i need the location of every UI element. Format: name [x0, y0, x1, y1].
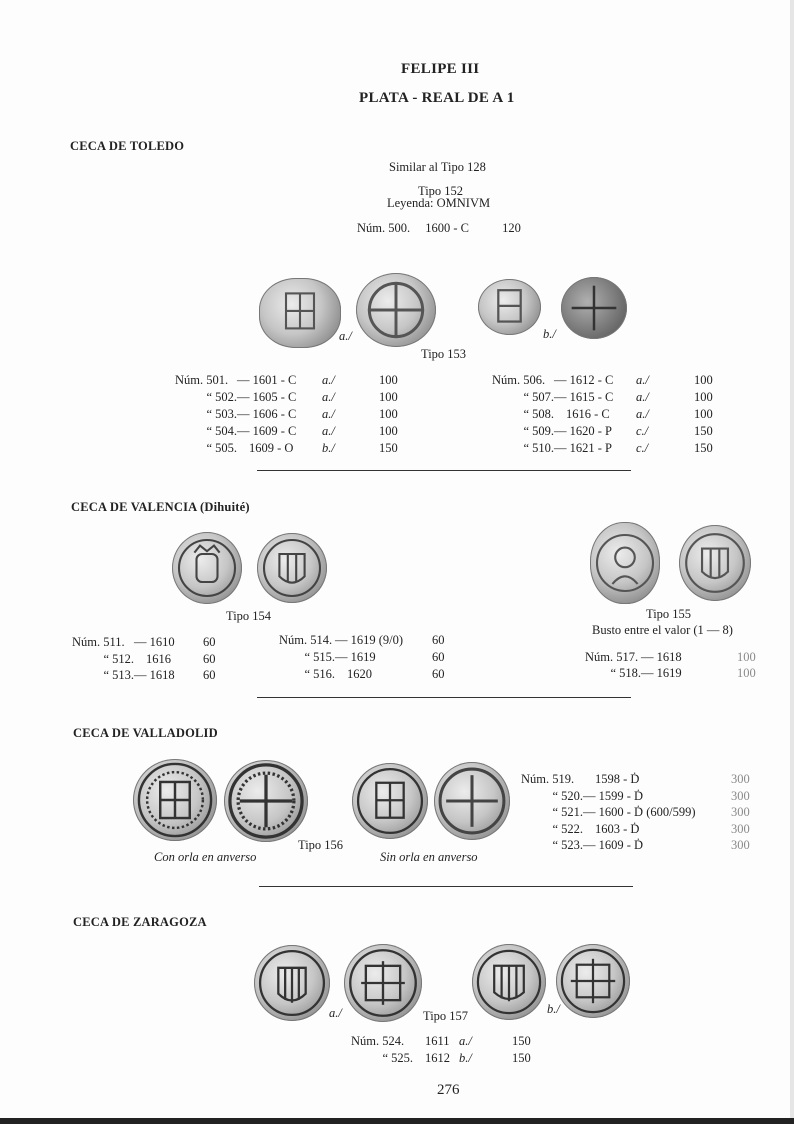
entry-year: 1611: [425, 1034, 450, 1048]
entry-year: — 1610: [134, 635, 175, 649]
coin-image-zaragoza-a-obverse: [254, 945, 330, 1021]
entry-year: — 1601 - C: [237, 373, 297, 387]
entry-year: — 1606 - C: [237, 407, 297, 421]
entry-number: Núm. 519.: [521, 772, 575, 786]
tipo-155-label: Tipo 155: [646, 607, 692, 621]
coin-image-valladolid-sin-orla-obverse: [352, 763, 428, 839]
list-item: [492, 390, 713, 405]
list-item: [72, 635, 216, 650]
list-item: [521, 789, 750, 804]
entry-year: — 1619: [641, 666, 682, 680]
list-item: [521, 805, 750, 820]
list-item: [521, 822, 750, 837]
coin-image-valencia-155-obverse: [590, 522, 660, 604]
list-item: [351, 1051, 531, 1066]
entry-price: 150: [512, 1034, 531, 1048]
entry-price: 300: [731, 822, 750, 836]
catalog-entry-500: [357, 221, 521, 236]
entry-variant: a./: [636, 407, 649, 421]
entry-number: “ 525.: [382, 1051, 413, 1065]
list-item: [492, 441, 713, 456]
entry-price: 100: [694, 390, 713, 404]
entry-price: 150: [694, 441, 713, 455]
entry-number: “ 522.: [552, 822, 583, 836]
list-item: [521, 838, 750, 853]
entry-variant: b./: [322, 441, 335, 455]
coin-variant-a-label: a./: [339, 329, 352, 343]
list-item: [175, 441, 398, 456]
entry-number: “ 508.: [523, 407, 554, 421]
entry-year: — 1609 - C: [237, 424, 297, 438]
coin-variant-b-label: b./: [547, 1002, 560, 1016]
coin-image-zaragoza-b-obverse: [472, 944, 546, 1020]
entry-number: Núm. 500.: [357, 221, 411, 235]
entry-year: 1609 - O: [249, 441, 294, 455]
entry-variant: a./: [636, 390, 649, 404]
entry-price: 150: [379, 441, 398, 455]
section-heading-valladolid: CECA DE VALLADOLID: [73, 726, 218, 740]
entry-year: — 1609 - Ḋ: [583, 838, 644, 852]
entry-price: 150: [512, 1051, 531, 1065]
coin-image-toledo-a-obverse: [259, 278, 341, 348]
page-subtitle: PLATA - REAL DE A 1: [359, 90, 515, 106]
entry-number: Núm. 514.: [279, 633, 333, 647]
entry-price: 300: [731, 838, 750, 852]
entry-number: Núm. 501.: [175, 373, 229, 387]
list-item: [175, 390, 398, 405]
page-number: 276: [437, 1082, 460, 1098]
list-item: [492, 407, 713, 422]
entry-number: “ 505.: [206, 441, 237, 455]
section-heading-toledo: CECA DE TOLEDO: [70, 139, 185, 153]
entry-year: — 1605 - C: [237, 390, 297, 404]
entry-number: “ 512.: [103, 652, 134, 666]
entry-price: 100: [379, 407, 398, 421]
coin-image-toledo-b-obverse: [478, 279, 541, 335]
coin-image-valencia-155-reverse: [679, 525, 751, 601]
entry-price: 300: [731, 789, 750, 803]
entry-number: “ 504.: [206, 424, 237, 438]
entry-year: 1616: [146, 652, 171, 666]
busto-note: Busto entre el valor (1 — 8): [592, 623, 733, 637]
entry-year: — 1621 - P: [554, 441, 612, 455]
entry-year: — 1599 - Ḋ: [583, 789, 644, 803]
entry-price: 60: [203, 635, 216, 649]
section-divider: [259, 886, 633, 887]
entry-year: — 1600 - Ḋ (600/599): [583, 805, 696, 819]
entry-variant: a./: [636, 373, 649, 387]
section-heading-zaragoza: CECA DE ZARAGOZA: [73, 915, 207, 929]
entry-number: “ 509.: [523, 424, 554, 438]
entry-price: 120: [502, 221, 521, 235]
entry-year: — 1619 (9/0): [335, 633, 404, 647]
tipo-156-label: Tipo 156: [298, 838, 344, 852]
list-item: [492, 373, 713, 388]
entry-price: 100: [379, 424, 398, 438]
entry-year: 1598 - Ḋ: [595, 772, 640, 786]
list-item: [72, 668, 216, 683]
list-item: [279, 633, 445, 648]
entry-number: “ 502.: [206, 390, 237, 404]
entry-variant: a./: [322, 373, 335, 387]
entry-number: Núm. 524.: [351, 1034, 405, 1048]
entry-variant: a./: [322, 424, 335, 438]
entry-price: 60: [432, 650, 445, 664]
coin-image-valladolid-con-orla-reverse: [224, 760, 308, 842]
page-title: FELIPE III: [401, 61, 480, 77]
entry-number: Núm. 517.: [585, 650, 639, 664]
coin-image-valladolid-sin-orla-reverse: [434, 762, 510, 840]
entry-number: “ 516.: [304, 667, 335, 681]
coin-image-valencia-154-reverse: [257, 533, 327, 603]
list-item: [585, 666, 756, 681]
entry-year: 1600 - C: [425, 221, 469, 235]
entry-year: — 1612 - C: [554, 373, 614, 387]
coin-image-valencia-154-obverse: [172, 532, 242, 604]
entry-price: 150: [694, 424, 713, 438]
entry-variant: c./: [636, 441, 649, 455]
entry-year: 1616 - C: [566, 407, 610, 421]
entry-number: “ 507.: [523, 390, 554, 404]
tipo-152-label: Tipo 152: [418, 184, 464, 198]
page-edge-shadow: [790, 0, 794, 1124]
entry-price: 60: [432, 633, 445, 647]
entry-year: — 1615 - C: [554, 390, 614, 404]
entry-year: 1620: [347, 667, 372, 681]
entry-variant: a./: [322, 390, 335, 404]
entry-number: “ 515.: [304, 650, 335, 664]
entry-variant: a./: [459, 1034, 472, 1048]
coin-image-toledo-b-reverse: [561, 277, 627, 339]
list-item: [175, 373, 398, 388]
entry-year: — 1619: [335, 650, 376, 664]
entry-number: “ 521.: [552, 805, 583, 819]
entry-year: 1612: [425, 1051, 450, 1065]
scan-bottom-edge: [0, 1118, 794, 1124]
entry-variant: c./: [636, 424, 649, 438]
section-divider: [257, 697, 631, 698]
list-item: [521, 772, 750, 787]
entry-number: “ 520.: [552, 789, 583, 803]
list-item: [492, 424, 713, 439]
entry-price: 60: [432, 667, 445, 681]
list-item: [175, 407, 398, 422]
section-heading-valencia: CECA DE VALENCIA (Dihuité): [71, 500, 250, 514]
section-divider: [257, 470, 631, 471]
tipo-154-label: Tipo 154: [226, 609, 272, 623]
list-item: [279, 667, 445, 682]
list-item: [585, 650, 756, 665]
sin-orla-caption: Sin orla en anverso: [380, 850, 478, 864]
entry-year: — 1620 - P: [554, 424, 612, 438]
entry-price: 300: [731, 805, 750, 819]
entry-number: “ 503.: [206, 407, 237, 421]
entry-price: 100: [379, 373, 398, 387]
entry-number: “ 513.: [103, 668, 134, 682]
entry-number: “ 518.: [610, 666, 641, 680]
entry-price: 100: [737, 650, 756, 664]
entry-year: — 1618: [641, 650, 682, 664]
entry-number: “ 523.: [552, 838, 583, 852]
entry-year: — 1618: [134, 668, 175, 682]
entry-price: 100: [737, 666, 756, 680]
entry-price: 60: [203, 668, 216, 682]
entry-number: “ 510.: [523, 441, 554, 455]
tipo-153-label: Tipo 153: [421, 347, 467, 361]
coin-image-toledo-a-reverse: [356, 273, 436, 347]
list-item: [175, 424, 398, 439]
con-orla-caption: Con orla en anverso: [154, 850, 257, 864]
entry-price: 300: [731, 772, 750, 786]
coin-image-valladolid-con-orla-obverse: [133, 759, 217, 841]
entry-variant: b./: [459, 1051, 472, 1065]
coin-variant-b-label: b./: [543, 327, 556, 341]
entry-price: 100: [694, 373, 713, 387]
entry-variant: a./: [322, 407, 335, 421]
entry-price: 60: [203, 652, 216, 666]
list-item: [279, 650, 445, 665]
entry-price: 100: [694, 407, 713, 421]
entry-year: 1603 - Ḋ: [595, 822, 640, 836]
entry-number: Núm. 506.: [492, 373, 546, 387]
list-item: [72, 652, 216, 667]
coin-image-zaragoza-b-reverse: [556, 944, 630, 1018]
entry-price: 100: [379, 390, 398, 404]
list-item: [351, 1034, 531, 1049]
entry-number: Núm. 511.: [72, 635, 125, 649]
tipo-157-label: Tipo 157: [423, 1009, 469, 1023]
legend-text: Leyenda: OMNIVM: [387, 196, 491, 210]
similar-note: Similar al Tipo 128: [389, 160, 486, 174]
coin-image-zaragoza-a-reverse: [344, 944, 422, 1022]
coin-variant-a-label: a./: [329, 1006, 342, 1020]
